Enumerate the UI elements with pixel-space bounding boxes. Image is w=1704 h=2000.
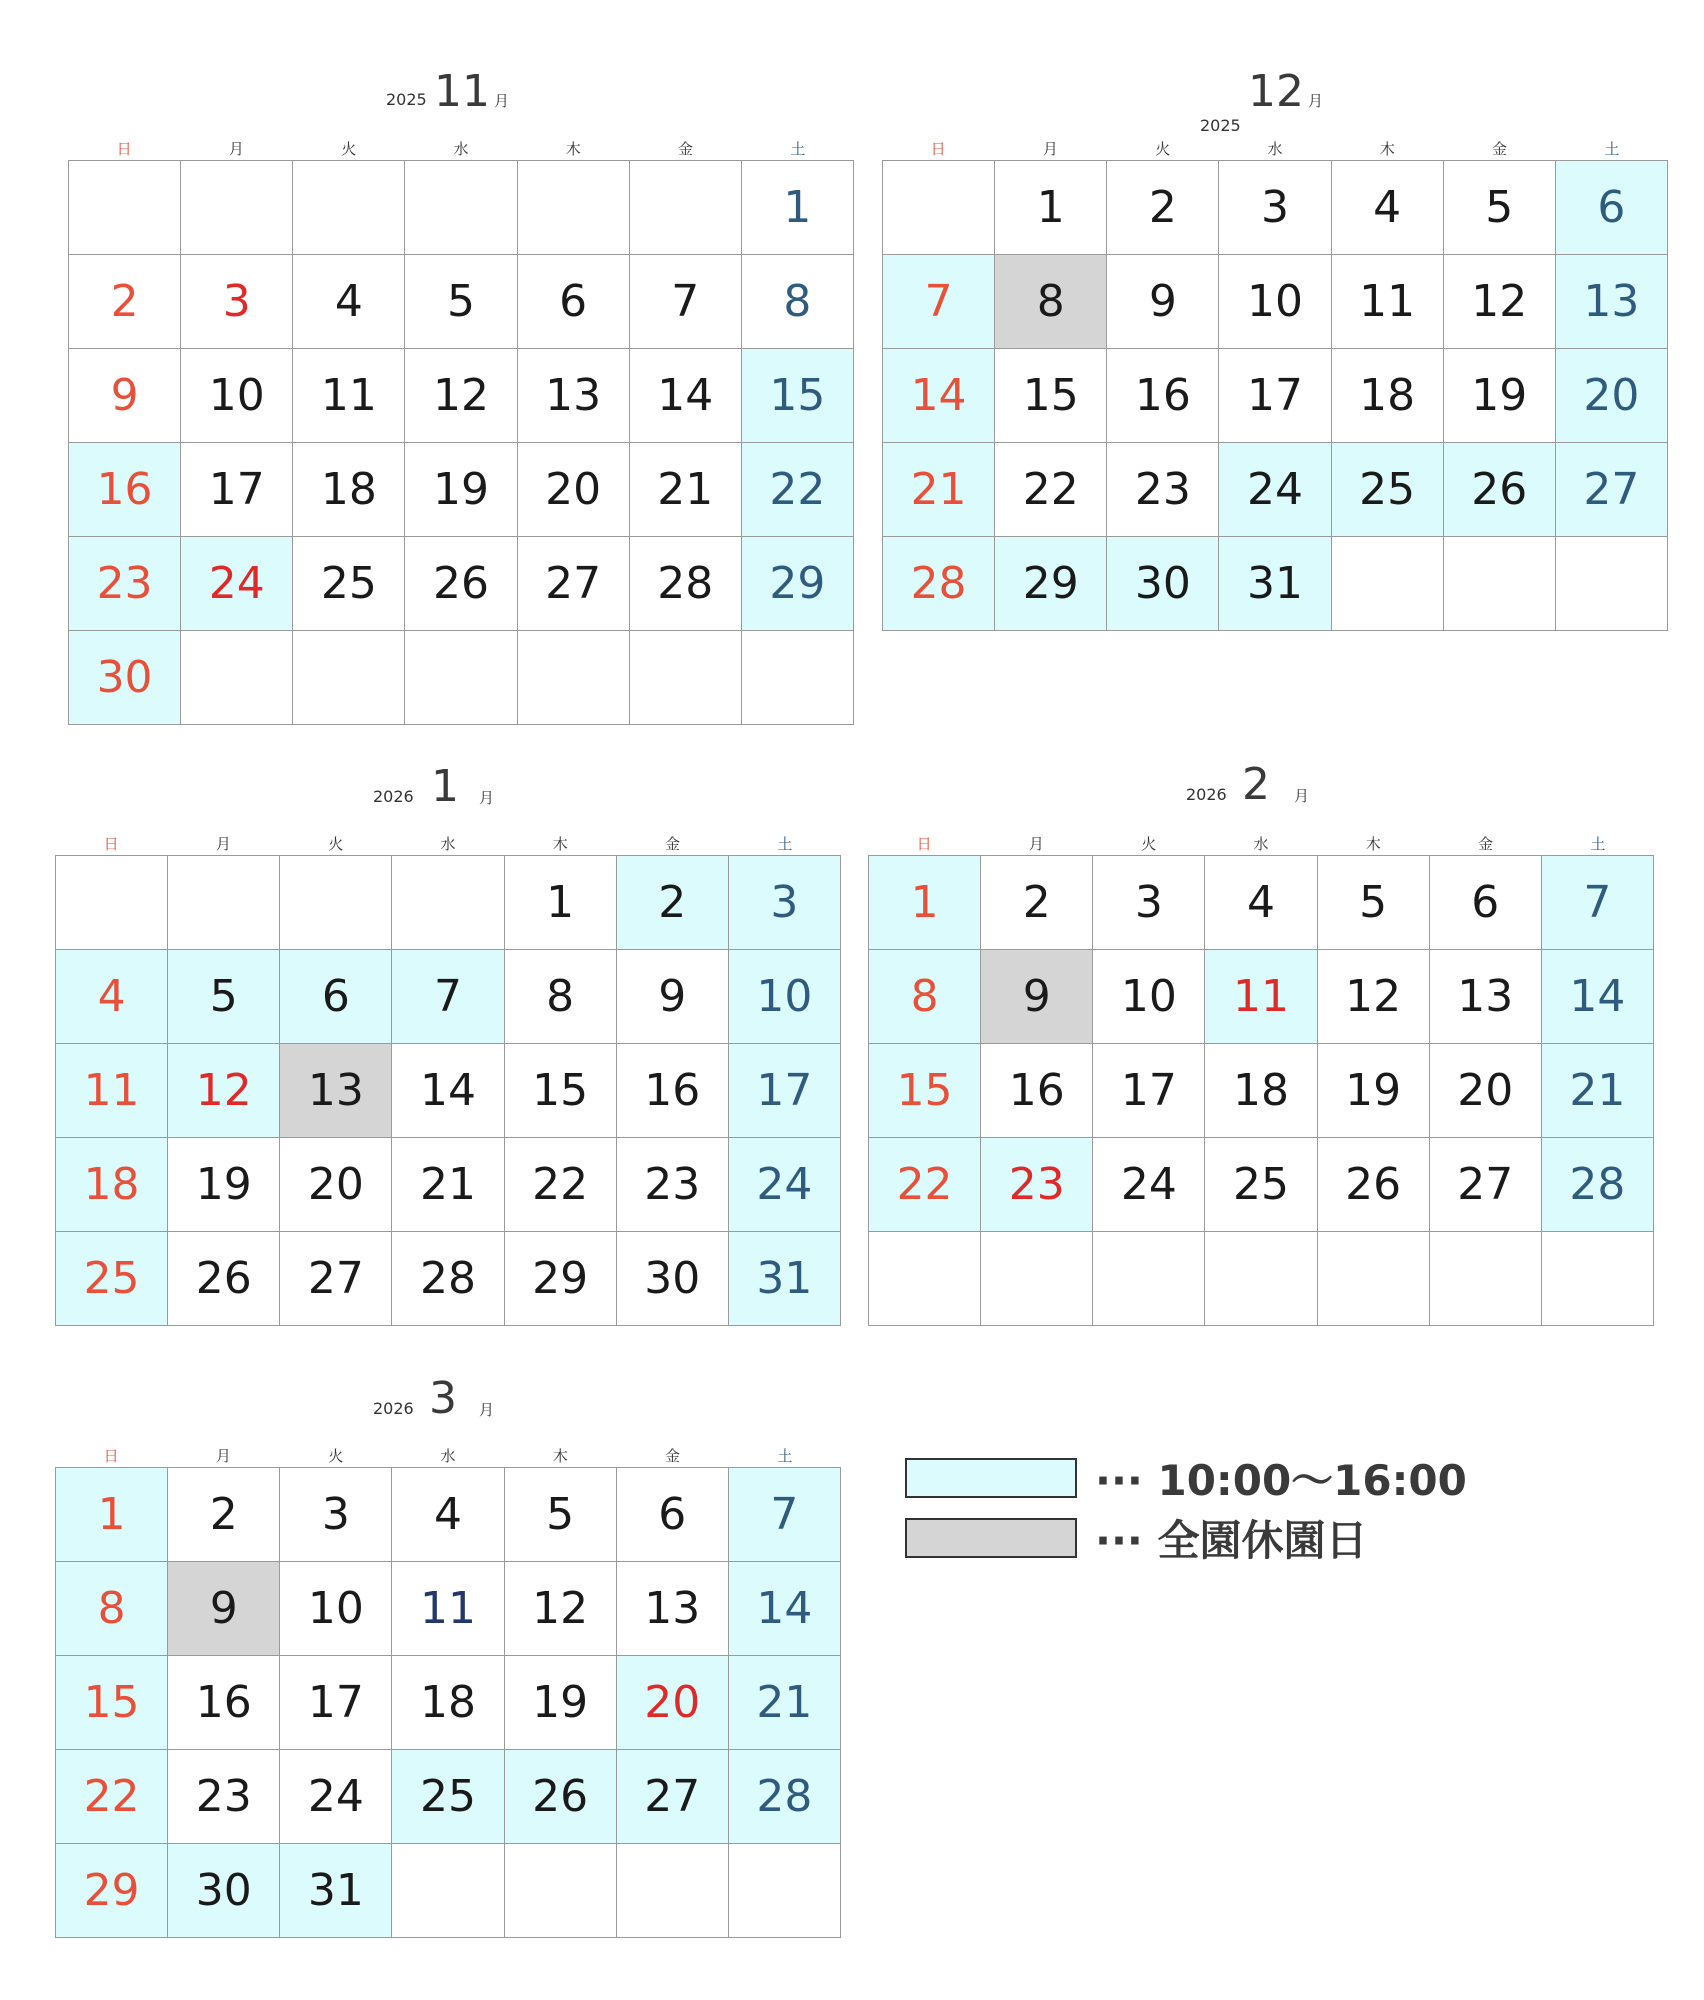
empty-cell [617,1844,729,1938]
legend-item-closed [905,1515,1467,1565]
day-cell: 19 [168,1138,280,1232]
day-cell: 14 [883,349,995,443]
day-cell: 20 [1430,1044,1542,1138]
calendar-feb-2026 [868,759,1654,1326]
weekday-label: 火 [328,835,344,853]
day-cell: 17 [280,1656,392,1750]
day-cell: 31 [729,1232,841,1326]
day-cell: 26 [405,537,517,631]
day-cell: 7 [883,255,995,349]
day-cell: 9 [617,950,729,1044]
day-cell: 18 [293,443,405,537]
day-cell: 28 [729,1750,841,1844]
day-cell: 20 [280,1138,392,1232]
weekday-label: 土 [1590,835,1606,853]
day-cell: 2 [981,856,1093,950]
weekday-label: 木 [552,835,568,853]
weekday-label: 日 [916,835,932,853]
day-cell: 19 [1318,1044,1430,1138]
day-cell: 14 [729,1562,841,1656]
weekday-label: 木 [1365,835,1381,853]
day-cell: 8 [742,255,854,349]
calendar-header [55,1375,841,1445]
calendar-header [882,68,1668,138]
day-cell: 8 [505,950,617,1044]
day-cell: 22 [869,1138,981,1232]
day-cell: 6 [617,1468,729,1562]
day-cell: 12 [405,349,517,443]
day-cell: 26 [168,1232,280,1326]
year-label: 2025 [386,90,427,109]
legend-label-special: ··· 10:00〜16:00 [1095,1456,1467,1505]
day-cell: 10 [280,1562,392,1656]
day-cell: 7 [630,255,742,349]
day-cell: 28 [883,537,995,631]
empty-cell [405,161,517,255]
day-cell: 1 [742,161,854,255]
weekday-header [55,1445,841,1467]
day-cell: 14 [392,1044,504,1138]
calendar-jan-2026 [55,763,841,1326]
day-cell: 15 [995,349,1107,443]
day-cell: 3 [280,1468,392,1562]
weekday-label: 月 [215,835,231,853]
day-cell: 21 [883,443,995,537]
empty-cell [392,1844,504,1938]
empty-cell [518,631,630,725]
legend-swatch-special [905,1458,1077,1498]
empty-cell [981,1232,1093,1326]
day-cell: 23 [981,1138,1093,1232]
day-cell: 31 [1219,537,1331,631]
weekday-label: 木 [1379,140,1395,158]
day-cell: 10 [1219,255,1331,349]
day-cell: 4 [56,950,168,1044]
weekday-label: 土 [777,835,793,853]
month-suffix: 月 [1294,787,1310,805]
weekday-label: 水 [440,1447,456,1465]
day-cell: 26 [1444,443,1556,537]
day-cell: 13 [280,1044,392,1138]
day-cell: 8 [995,255,1107,349]
day-cell: 13 [518,349,630,443]
weekday-label: 木 [552,1447,568,1465]
day-cell: 24 [1219,443,1331,537]
weekday-label: 日 [103,835,119,853]
day-cell: 20 [518,443,630,537]
day-cell: 6 [1430,856,1542,950]
empty-cell [505,1844,617,1938]
day-cell: 2 [1107,161,1219,255]
weekday-label: 金 [1492,140,1508,158]
day-cell: 17 [1093,1044,1205,1138]
weekday-label: 火 [341,140,357,158]
day-cell: 12 [1318,950,1430,1044]
day-grid [882,160,1668,631]
day-grid [868,855,1654,1326]
day-cell: 4 [1205,856,1317,950]
month-suffix: 月 [494,92,510,110]
weekday-label: 月 [228,140,244,158]
empty-cell [869,1232,981,1326]
weekday-label: 金 [1478,835,1494,853]
day-cell: 27 [280,1232,392,1326]
day-cell: 6 [280,950,392,1044]
day-cell: 21 [630,443,742,537]
day-cell: 28 [392,1232,504,1326]
empty-cell [69,161,181,255]
day-cell: 28 [630,537,742,631]
day-cell: 2 [69,255,181,349]
weekday-label: 水 [440,835,456,853]
empty-cell [1430,1232,1542,1326]
weekday-header [55,833,841,855]
day-cell: 21 [729,1656,841,1750]
weekday-label: 水 [1267,140,1283,158]
empty-cell [168,856,280,950]
day-cell: 25 [1332,443,1444,537]
empty-cell [181,631,293,725]
day-cell: 27 [1430,1138,1542,1232]
day-cell: 17 [729,1044,841,1138]
day-cell: 20 [1556,349,1668,443]
month-number: 1 [431,761,459,812]
weekday-label: 金 [665,835,681,853]
empty-cell [1332,537,1444,631]
weekday-label: 日 [116,140,132,158]
day-cell: 18 [1332,349,1444,443]
empty-cell [883,161,995,255]
empty-cell [405,631,517,725]
day-cell: 25 [56,1232,168,1326]
weekday-label: 月 [215,1447,231,1465]
weekday-label: 火 [1141,835,1157,853]
day-cell: 27 [617,1750,729,1844]
empty-cell [518,161,630,255]
empty-cell [1093,1232,1205,1326]
day-cell: 11 [56,1044,168,1138]
legend-item-special-hours [905,1455,1467,1505]
day-cell: 8 [869,950,981,1044]
day-cell: 18 [56,1138,168,1232]
day-cell: 4 [293,255,405,349]
day-cell: 12 [168,1044,280,1138]
day-cell: 15 [56,1656,168,1750]
month-number: 3 [429,1373,457,1424]
day-cell: 22 [505,1138,617,1232]
day-cell: 5 [1444,161,1556,255]
weekday-label: 土 [777,1447,793,1465]
day-cell: 6 [518,255,630,349]
weekday-label: 月 [1042,140,1058,158]
empty-cell [56,856,168,950]
empty-cell [1556,537,1668,631]
empty-cell [293,631,405,725]
day-cell: 26 [505,1750,617,1844]
weekday-header [868,833,1654,855]
day-cell: 24 [181,537,293,631]
day-cell: 14 [630,349,742,443]
day-cell: 22 [742,443,854,537]
day-cell: 1 [869,856,981,950]
day-cell: 6 [1556,161,1668,255]
empty-cell [742,631,854,725]
day-cell: 27 [1556,443,1668,537]
year-label: 2026 [1186,785,1227,804]
calendar-header [55,763,841,833]
day-cell: 7 [392,950,504,1044]
day-cell: 21 [392,1138,504,1232]
day-cell: 31 [280,1844,392,1938]
empty-cell [392,856,504,950]
weekday-label: 土 [790,140,806,158]
day-cell: 10 [1093,950,1205,1044]
day-cell: 8 [56,1562,168,1656]
day-cell: 16 [617,1044,729,1138]
day-cell: 9 [981,950,1093,1044]
empty-cell [1444,537,1556,631]
legend-label-closed: ··· 全園休園日 [1095,1516,1368,1565]
day-cell: 15 [869,1044,981,1138]
day-cell: 7 [1542,856,1654,950]
day-grid [55,855,841,1326]
day-cell: 28 [1542,1138,1654,1232]
day-cell: 15 [742,349,854,443]
day-cell: 22 [56,1750,168,1844]
day-cell: 22 [995,443,1107,537]
weekday-label: 金 [665,1447,681,1465]
day-cell: 3 [729,856,841,950]
legend-swatch-closed [905,1518,1077,1558]
day-cell: 23 [69,537,181,631]
empty-cell [630,161,742,255]
day-cell: 12 [505,1562,617,1656]
weekday-header [68,138,854,160]
day-grid [55,1467,841,1938]
day-cell: 30 [1107,537,1219,631]
day-cell: 16 [168,1656,280,1750]
legend [905,1455,1467,1575]
day-cell: 19 [505,1656,617,1750]
day-cell: 5 [168,950,280,1044]
calendar-header [68,68,854,138]
weekday-label: 木 [565,140,581,158]
day-cell: 4 [1332,161,1444,255]
day-cell: 13 [1430,950,1542,1044]
empty-cell [181,161,293,255]
day-cell: 13 [617,1562,729,1656]
month-suffix: 月 [1308,92,1324,110]
day-cell: 30 [168,1844,280,1938]
day-cell: 5 [405,255,517,349]
day-cell: 17 [1219,349,1331,443]
day-cell: 9 [168,1562,280,1656]
day-cell: 25 [392,1750,504,1844]
day-cell: 21 [1542,1044,1654,1138]
day-cell: 1 [505,856,617,950]
day-cell: 23 [617,1138,729,1232]
weekday-label: 月 [1028,835,1044,853]
month-suffix: 月 [479,1401,495,1419]
day-cell: 25 [293,537,405,631]
weekday-label: 水 [1253,835,1269,853]
empty-cell [293,161,405,255]
day-cell: 23 [1107,443,1219,537]
weekday-label: 水 [453,140,469,158]
day-cell: 16 [981,1044,1093,1138]
day-cell: 20 [617,1656,729,1750]
calendar-header [868,759,1654,833]
day-cell: 27 [518,537,630,631]
day-cell: 19 [405,443,517,537]
empty-cell [1542,1232,1654,1326]
day-cell: 30 [617,1232,729,1326]
empty-cell [280,856,392,950]
day-cell: 24 [280,1750,392,1844]
day-cell: 29 [742,537,854,631]
day-cell: 26 [1318,1138,1430,1232]
day-cell: 9 [69,349,181,443]
month-number: 12 [1248,66,1304,117]
day-cell: 14 [1542,950,1654,1044]
day-cell: 9 [1107,255,1219,349]
day-cell: 2 [168,1468,280,1562]
weekday-header [882,138,1668,160]
day-cell: 3 [1093,856,1205,950]
month-number: 2 [1242,759,1270,810]
day-cell: 18 [392,1656,504,1750]
day-cell: 17 [181,443,293,537]
empty-cell [1318,1232,1430,1326]
day-cell: 15 [505,1044,617,1138]
day-cell: 4 [392,1468,504,1562]
day-cell: 5 [505,1468,617,1562]
empty-cell [630,631,742,725]
day-cell: 25 [1205,1138,1317,1232]
day-cell: 2 [617,856,729,950]
day-cell: 29 [505,1232,617,1326]
day-cell: 5 [1318,856,1430,950]
day-cell: 19 [1444,349,1556,443]
calendar-mar-2026 [55,1375,841,1938]
year-label: 2025 [1200,116,1241,135]
day-cell: 11 [293,349,405,443]
day-cell: 3 [181,255,293,349]
day-cell: 23 [168,1750,280,1844]
year-label: 2026 [373,1399,414,1418]
day-cell: 29 [995,537,1107,631]
day-cell: 16 [1107,349,1219,443]
calendar-nov-2025 [68,68,854,725]
weekday-label: 火 [1155,140,1171,158]
day-cell: 1 [56,1468,168,1562]
day-cell: 18 [1205,1044,1317,1138]
empty-cell [729,1844,841,1938]
day-cell: 29 [56,1844,168,1938]
weekday-label: 火 [328,1447,344,1465]
empty-cell [1205,1232,1317,1326]
day-cell: 1 [995,161,1107,255]
calendar-dec-2025 [882,68,1668,631]
day-cell: 10 [181,349,293,443]
day-cell: 13 [1556,255,1668,349]
day-cell: 11 [392,1562,504,1656]
day-cell: 7 [729,1468,841,1562]
day-cell: 16 [69,443,181,537]
day-cell: 10 [729,950,841,1044]
day-cell: 24 [1093,1138,1205,1232]
day-grid [68,160,854,725]
weekday-label: 土 [1604,140,1620,158]
year-label: 2026 [373,787,414,806]
month-number: 11 [434,66,490,117]
day-cell: 11 [1205,950,1317,1044]
day-cell: 12 [1444,255,1556,349]
month-suffix: 月 [479,789,495,807]
weekday-label: 日 [930,140,946,158]
day-cell: 30 [69,631,181,725]
day-cell: 3 [1219,161,1331,255]
weekday-label: 金 [678,140,694,158]
weekday-label: 日 [103,1447,119,1465]
day-cell: 11 [1332,255,1444,349]
day-cell: 24 [729,1138,841,1232]
